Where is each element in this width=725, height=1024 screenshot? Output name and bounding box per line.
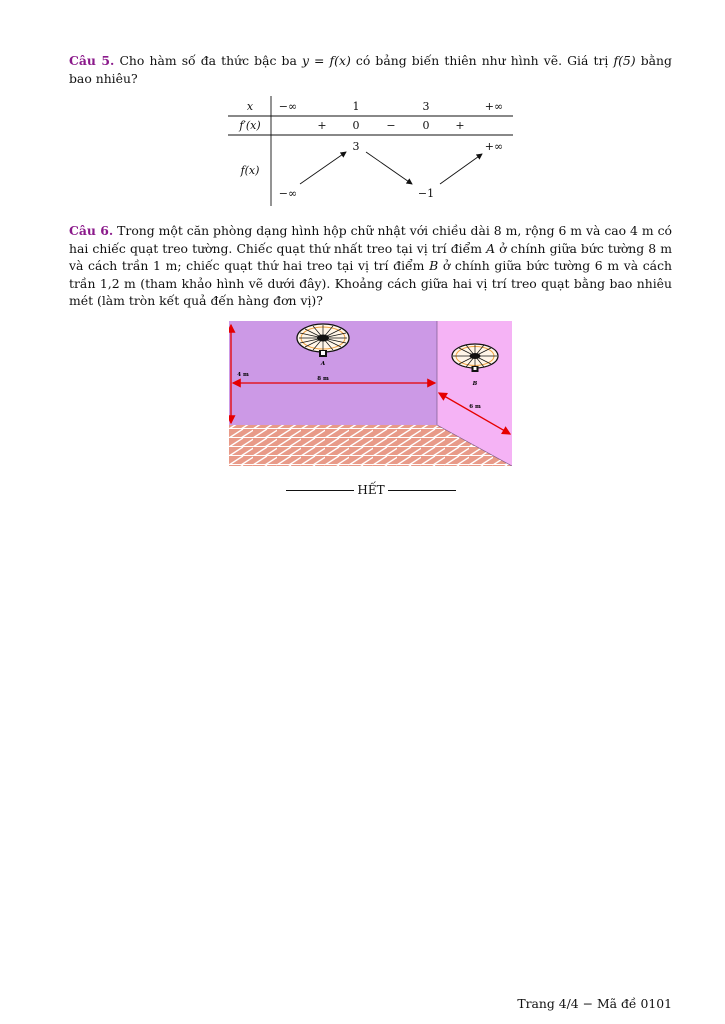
x-value: −∞: [278, 100, 298, 113]
f-min-value: −1: [417, 187, 435, 200]
variation-table-lines: [228, 96, 513, 206]
length-label: 8 m: [317, 376, 329, 382]
x-value: 1: [352, 100, 360, 113]
room-illustration: [229, 321, 512, 466]
point-b-label: B: [429, 258, 439, 274]
sign-value: +: [317, 119, 327, 132]
row-label-function: f(x): [240, 164, 260, 177]
width-label: 6 m: [469, 404, 481, 410]
question-5-text-after: bằng bao nhiêu?: [69, 53, 672, 86]
arrow-up-2: [440, 154, 482, 184]
sign-value: −: [386, 119, 396, 132]
height-label: 4 m: [237, 372, 249, 378]
arrow-up-1: [300, 152, 346, 184]
end-text: HẾT: [357, 483, 385, 497]
room-figure: [229, 321, 512, 466]
sign-value: +: [455, 119, 465, 132]
variation-table: [228, 96, 513, 206]
f-start-value: −∞: [278, 187, 298, 200]
row-label-derivative: f′(x): [239, 119, 261, 132]
sign-value: 0: [352, 119, 360, 132]
question-5-text-middle: có bảng biến thiên như hình vẽ. Giá trị: [350, 53, 614, 68]
f-end-value: +∞: [484, 140, 504, 153]
fan-b-label: B: [472, 381, 478, 387]
question-5-label: Câu 5.: [69, 53, 115, 68]
end-marker: [280, 483, 462, 497]
x-value: 3: [422, 100, 430, 113]
question-5-math-function: y = f(x): [301, 53, 351, 68]
question-5-text-before: Cho hàm số đa thức bậc ba: [119, 53, 302, 68]
question-6-text-1: Trong một căn phòng dạng hình hộp chữ nhật với chiều dài 8 m, rộng 6 m và cao 4 m có hai chiếc quạt treo tường. Chiếc quạt thứ nhất treo tại vị trí điểm: [69, 223, 672, 256]
f-max-value: 3: [352, 140, 360, 153]
question-6-text-2: ở chính giữa bức tường 8 m và cách trần 1 m; chiếc quạt thứ hai treo tại vị trí điểm: [69, 240, 673, 274]
page-footer: Trang 4/4 − Mã đề 0101: [517, 996, 672, 1011]
question-6-label: Câu 6.: [69, 223, 114, 238]
fan-a-label: A: [320, 361, 326, 367]
row-label-x: x: [246, 100, 254, 113]
question-6-text-3: ở chính giữa bức tường 6 m và cách trần 1,2 m (tham khảo hình vẽ dưới đây). Khoảng cách giữa hai vị trí treo quạt bằng bao nhiêu mét (làm tròn kết quả đến hàng đơn vị)?: [69, 258, 672, 309]
arrow-down: [366, 152, 412, 184]
x-value: +∞: [484, 100, 504, 113]
question-6: [69, 222, 672, 310]
end-rule-left: [286, 490, 354, 491]
point-a-label: A: [486, 240, 496, 256]
question-5: [69, 52, 672, 87]
sign-value: 0: [422, 119, 430, 132]
question-5-math-value: f(5): [613, 53, 636, 68]
end-rule-right: [388, 490, 456, 491]
